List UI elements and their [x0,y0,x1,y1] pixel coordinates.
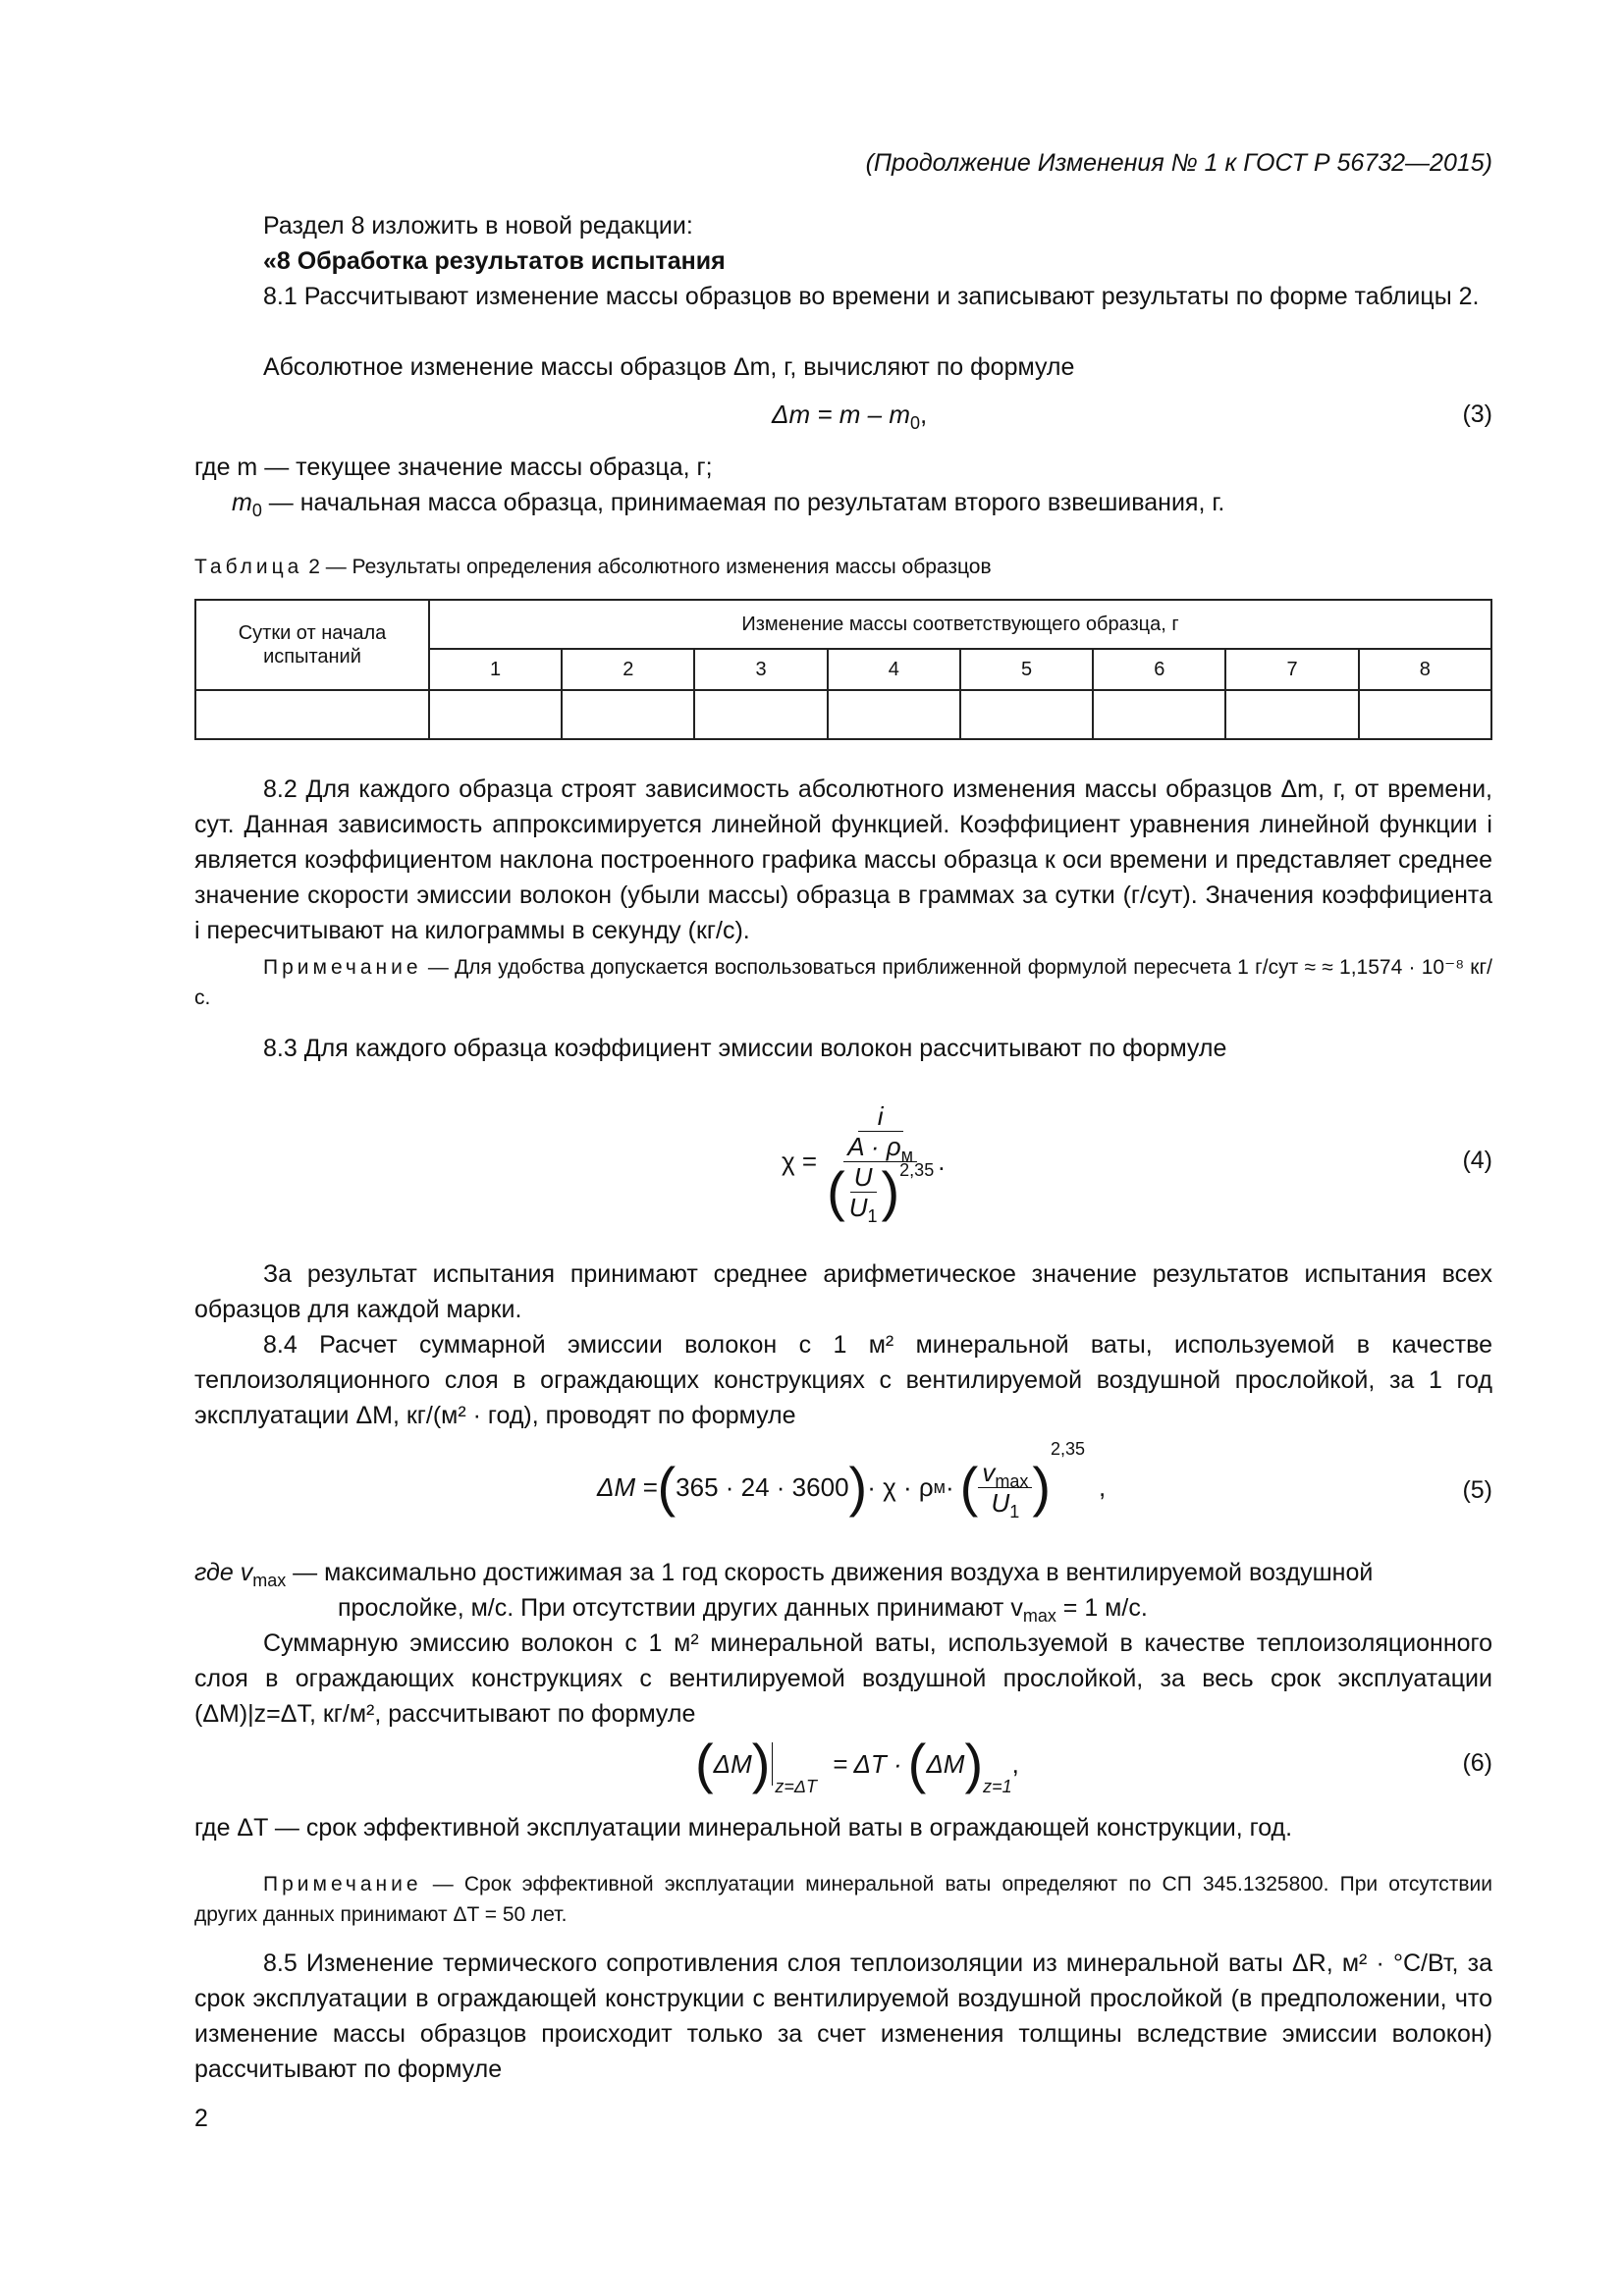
eq3-tail: , [920,400,928,429]
eq4-chi: χ = [782,1147,818,1176]
eq4-a-rho: A · ρ [847,1131,901,1161]
paragraph-8-2: 8.2 Для каждого образца строят зависимость абсолютного изменения массы образцов Δm, г, от времени, сут. Данная зависимость аппроксимируется линейной функцией. Коэффициент уравнения линейной функции i является коэффициентом наклона построенного графика массы образца к оси времени и представляет среднее значение скорости эмиссии волокон (убыли массы) образца в граммах за сутки (г/сут). Значения коэффициента i пересчитывают на килограммы в секунду (кг/с). [194,775,1492,944]
where-v-sub: max [252,1571,287,1590]
intro-text: Раздел 8 изложить в новой редакции: [263,212,693,240]
table-cell [828,690,960,739]
paragraph-8-1: 8.1 Рассчитывают изменение массы образцов во времени и записывают результаты по форме таблицы 2. [263,283,1480,310]
note-2-label: Примечание [263,1873,422,1896]
paragraph-8-4b: Суммарную эмиссию волокон с 1 м² минеральной ваты, используемой в качестве теплоизоляционного слоя в ограждающих конструкциях с вентилируемой воздушной прослойкой, за весь срок эксплуатации (ΔM)|z=ΔT, кг/м², рассчитывают по формуле [194,1629,1492,1728]
table-header-group: Изменение массы соответствующего образца, г [429,600,1491,649]
table-col-header: 1 [429,649,562,690]
table-col-header: 7 [1225,649,1358,690]
table-col-header: 8 [1359,649,1491,690]
table-cell [1093,690,1225,739]
paragraph-8-1b: Абсолютное изменение массы образцов Δm, г, вычисляют по формуле [263,353,1075,381]
table-cell [562,690,694,739]
eq5-lhs: ΔM = [597,1472,658,1502]
eq5-tail: , [1099,1472,1107,1502]
eq4-u: U [850,1162,877,1193]
eq6-bar [772,1742,773,1786]
where-v-text2-sub: max [1022,1606,1056,1626]
eq4-u1-sub: 1 [867,1205,878,1226]
table-cell [960,690,1093,739]
note-1-text: — Для удобства допускается воспользоваться приближенной формулой пересчета 1 г/сут ≈ ≈ 1,1574 · 10⁻⁸ кг/с. [194,956,1492,1009]
table-col-header: 4 [828,649,960,690]
eq3-rhs: = m – m [817,400,910,429]
paragraph-8-3b: За результат испытания принимают среднее арифметическое значение результатов испытания всех образцов для каждой марки. [194,1260,1492,1323]
where-m0-sub: 0 [251,501,262,520]
eq5-vmax-sub: max [995,1470,1029,1491]
equation-5: ΔM = ( 365 · 24 · 3600 ) · χ · ρ м · ( $\frac{v_{max}}{U_1}$ ) 2,35 , (5) [597,1439,1492,1522]
table-col-header: 6 [1093,649,1225,690]
page-number: 2 [194,2105,208,2132]
where-m0-text: — начальная масса образца, принимаемая по результатам второго взвешивания, г. [261,489,1225,516]
table-col-header: 5 [960,649,1093,690]
eq6-rhs2: ΔM [926,1749,965,1779]
where-m0-symbol: m [232,489,252,516]
eq4-u1: U [848,1192,868,1222]
table-cell [1359,690,1491,739]
where-v-symbol: где v [194,1559,253,1586]
eq4-tail: . [938,1147,946,1176]
table-cell [429,690,562,739]
paragraph-8-3: 8.3 Для каждого образца коэффициент эмиссии волокон рассчитывают по формуле [263,1035,1227,1062]
table-cell [195,690,429,739]
page-header: (Продолжение Изменения № 1 к ГОСТ Р 56732—2015) [865,149,1492,177]
where-v-text2: прослойке, м/с. При отсутствии других данных принимают v [338,1594,1023,1622]
eq5-u1: U [991,1487,1010,1518]
eq4-a-rho-sub: м [900,1145,914,1165]
eq5-vmax: v [982,1457,996,1487]
table-cell [1225,690,1358,739]
note-1-label: Примечание [263,956,422,979]
equation-6-number: (6) [1462,1749,1492,1777]
equation-6: ( ΔM ) z=ΔT = ΔT · ( ΔM ) z=1 , (6) [695,1733,1492,1796]
table-col-header: 2 [562,649,694,690]
eq5-dot: · [946,1472,954,1502]
table-col-header: 3 [694,649,827,690]
eq3-lhs: Δm [772,400,811,429]
eq3-sub: 0 [909,413,920,434]
eq5-mid: · χ · ρ [867,1472,934,1502]
paragraph-8-4: 8.4 Расчет суммарной эмиссии волокон с 1 м² минеральной ваты, используемой в качестве теплоизоляционного слоя в ограждающих конструкциях с вентилируемой воздушной прослойкой, за 1 год эксплуатации ΔM, кг/(м² · год), проводят по формуле [194,1331,1492,1429]
eq5-u1-sub: 1 [1009,1501,1020,1522]
table-caption-label: Таблица [194,556,303,578]
eq4-i: i [858,1101,903,1132]
equation-3-number: (3) [1462,400,1492,428]
section-title: «8 Обработка результатов испытания [263,247,726,275]
eq5-inner: 365 · 24 · 3600 [676,1472,849,1502]
eq6-rhs: = ΔT · [833,1749,902,1779]
equation-5-number: (5) [1462,1476,1492,1504]
where-v-text: — максимально достижимая за 1 год скорость движения воздуха в вентилируемой воздушной [286,1559,1374,1586]
note-2-text: — Срок эффективной эксплуатации минеральной ваты определяют по СП 345.1325800. При отсутствии других данных принимают ΔT = 50 лет. [194,1873,1492,1926]
where-v-text2-tail: = 1 м/с. [1056,1594,1148,1622]
paragraph-8-5: 8.5 Изменение термического сопротивления слоя теплоизоляции из минеральной ваты ΔR, м² · °С/Вт, за срок эксплуатации в ограждающей конструкции с вентилируемой воздушной прослойкой (в предположении, что изменение массы образцов происходит только за счет изменения толщины вследствие эмиссии волокон) рассчитывают по формуле [194,1949,1492,2083]
equation-4-number: (4) [1462,1147,1492,1174]
equation-4: χ = i $A \cdot \rho_м$ ( $\frac{U}{U_1}$ ) 2,35 . (4) [782,1100,1492,1226]
table-cell [694,690,827,739]
results-table [194,599,1492,740]
where-delta-t: где ΔT — срок эффективной эксплуатации минеральной ваты в ограждающей конструкции, год. [194,1814,1293,1842]
eq6-lhs: ΔM [713,1749,752,1779]
eq6-tail: , [1011,1749,1019,1779]
table-header-days: Сутки от начала испытаний [195,600,429,690]
where-m: где m — текущее значение массы образца, г; [194,454,713,481]
table-caption-text: 2 — Результаты определения абсолютного изменения массы образцов [308,556,992,578]
